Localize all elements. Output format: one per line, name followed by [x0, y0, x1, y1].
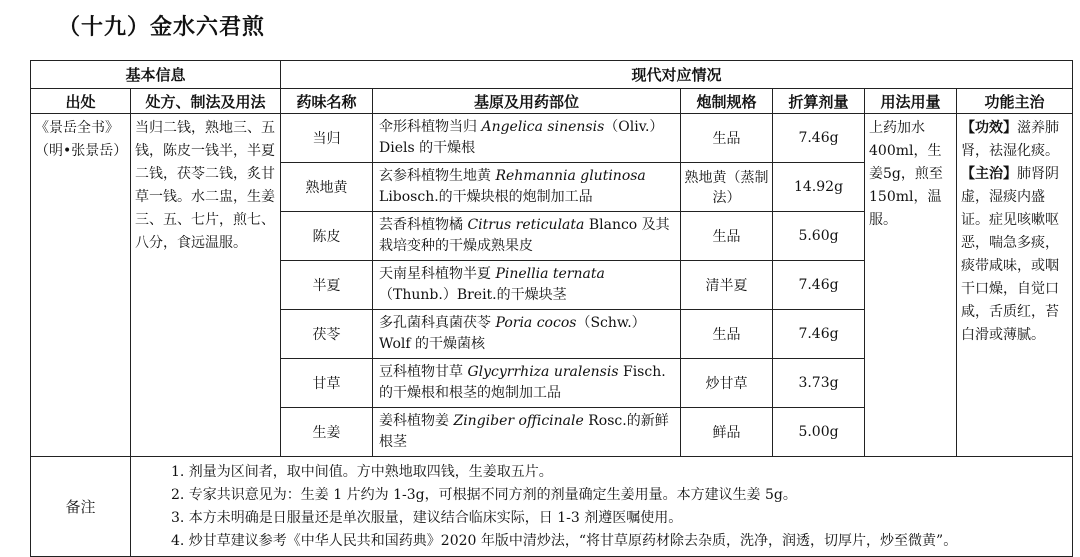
latin-name: Citrus reticulata	[467, 217, 585, 233]
col-header-dose: 折算剂量	[773, 89, 865, 114]
note-item: 1. 剂量为区间者，取中间值。方中熟地取四钱，生姜取五片。	[171, 463, 553, 480]
indication-label: 【主治】	[961, 166, 1018, 182]
origin-text: 天南星科植物半夏	[379, 266, 496, 282]
herb-name: 茯苓	[281, 310, 373, 359]
prescription-cell: 当归二钱，熟地三、五钱，陈皮一钱半，半夏二钱，茯苓二钱，炙甘草一钱。水二盅，生姜三、五、七片，煎七、八分，食远温服。	[131, 114, 281, 457]
origin-text: Blanco 及其栽培变种的干燥成熟果皮	[379, 217, 670, 254]
group-header-row	[31, 61, 1073, 89]
col-header-origin: 基原及用药部位	[373, 89, 681, 114]
origin-text: 芸香科植物橘	[379, 217, 468, 233]
origin-text: 姜科植物姜	[379, 413, 454, 429]
origin-text: Libosch.的干燥块根的炮制加工品	[379, 189, 593, 205]
column-header-row	[31, 89, 1073, 114]
function-cell	[957, 114, 1073, 457]
herb-origin	[373, 212, 681, 261]
notes-content	[131, 457, 1073, 557]
herb-origin	[373, 114, 681, 163]
herb-dose: 7.46g	[773, 310, 865, 359]
origin-text: 伞形科植物当归	[379, 119, 482, 135]
col-header-prescription: 处方、制法及用法	[131, 89, 281, 114]
page-title: （十九）金水六君煎	[58, 15, 266, 40]
herb-dose: 14.92g	[773, 163, 865, 212]
origin-text: 玄参科植物生地黄	[379, 168, 496, 184]
col-header-herb-name: 药味名称	[281, 89, 373, 114]
origin-text: 多孔菌科真菌茯苓	[379, 315, 496, 331]
herb-processing: 生品	[681, 114, 773, 163]
note-item: 2. 专家共识意见为：生姜 1 片约为 1-3g，可根据不同方剂的剂量确定生姜用量。本方建议生姜 5g。	[171, 486, 797, 503]
herb-origin	[373, 261, 681, 310]
origin-text: （Thunb.）Breit.的干燥块茎	[379, 287, 567, 303]
herb-dose: 7.46g	[773, 261, 865, 310]
latin-name: Pinellia ternata	[495, 266, 605, 282]
herb-processing: 熟地黄（蒸制法）	[681, 163, 773, 212]
herb-name: 甘草	[281, 359, 373, 408]
herb-origin	[373, 310, 681, 359]
effect-label: 【功效】	[961, 120, 1018, 136]
herb-processing: 生品	[681, 310, 773, 359]
notes-row	[31, 457, 1073, 557]
herb-name: 当归	[281, 114, 373, 163]
group-basic-info: 基本信息	[31, 61, 281, 89]
source-cell: 《景岳全书》（明•张景岳）	[31, 114, 131, 457]
herb-origin	[373, 359, 681, 408]
note-item: 3. 本方未明确是日服量还是单次服量，建议结合临床实际，日 1-3 剂遵医嘱使用。	[171, 509, 683, 526]
effect-text: 滋养肺肾，祛湿化痰。	[961, 120, 1060, 159]
latin-name: Angelica sinensis	[481, 119, 605, 135]
herb-origin	[373, 163, 681, 212]
origin-text: Rosc.的新鲜根茎	[379, 413, 669, 450]
origin-text: （Schw.）Wolf 的干燥菌核	[379, 315, 646, 352]
usage-cell: 上药加水400ml，生姜5g，煎至150ml，温服。	[865, 114, 957, 457]
col-header-function: 功能主治	[957, 89, 1073, 114]
herb-processing: 清半夏	[681, 261, 773, 310]
herb-name: 生姜	[281, 408, 373, 457]
latin-name: Zingiber officinale	[453, 413, 584, 429]
origin-text: （Oliv.）Diels 的干燥根	[379, 119, 664, 156]
herb-row	[31, 114, 1073, 163]
origin-text: 豆科植物甘草	[379, 364, 468, 380]
origin-text: Fisch.的干燥根和根茎的炮制加工品	[379, 364, 666, 401]
herb-dose: 3.73g	[773, 359, 865, 408]
herb-name: 半夏	[281, 261, 373, 310]
herb-dose: 5.60g	[773, 212, 865, 261]
herb-processing: 生品	[681, 212, 773, 261]
herb-processing: 鲜品	[681, 408, 773, 457]
herb-processing: 炒甘草	[681, 359, 773, 408]
col-header-source: 出处	[31, 89, 131, 114]
herb-dose: 7.46g	[773, 114, 865, 163]
latin-name: Glycyrrhiza uralensis	[467, 364, 619, 380]
herb-dose: 5.00g	[773, 408, 865, 457]
note-item: 4. 炒甘草建议参考《中华人民共和国药典》2020 年版中清炒法，“将甘草原药材除去杂质，洗净，润透，切厚片，炒至微黄”。	[171, 532, 958, 549]
formula-table	[30, 60, 1073, 557]
col-header-processing: 炮制规格	[681, 89, 773, 114]
herb-origin	[373, 408, 681, 457]
herb-name: 熟地黄	[281, 163, 373, 212]
latin-name: Rehmannia glutinosa	[495, 168, 646, 184]
latin-name: Poria cocos	[495, 315, 577, 331]
group-modern-info: 现代对应情况	[281, 61, 1073, 89]
indication-text: 肺肾阴虚，湿痰内盛证。症见咳嗽呕恶，喘急多痰，痰带咸味，或咽干口燥，自觉口咸，舌质红，苔白滑或薄腻。	[961, 166, 1060, 343]
herb-name: 陈皮	[281, 212, 373, 261]
col-header-usage: 用法用量	[865, 89, 957, 114]
notes-label: 备注	[31, 457, 131, 557]
